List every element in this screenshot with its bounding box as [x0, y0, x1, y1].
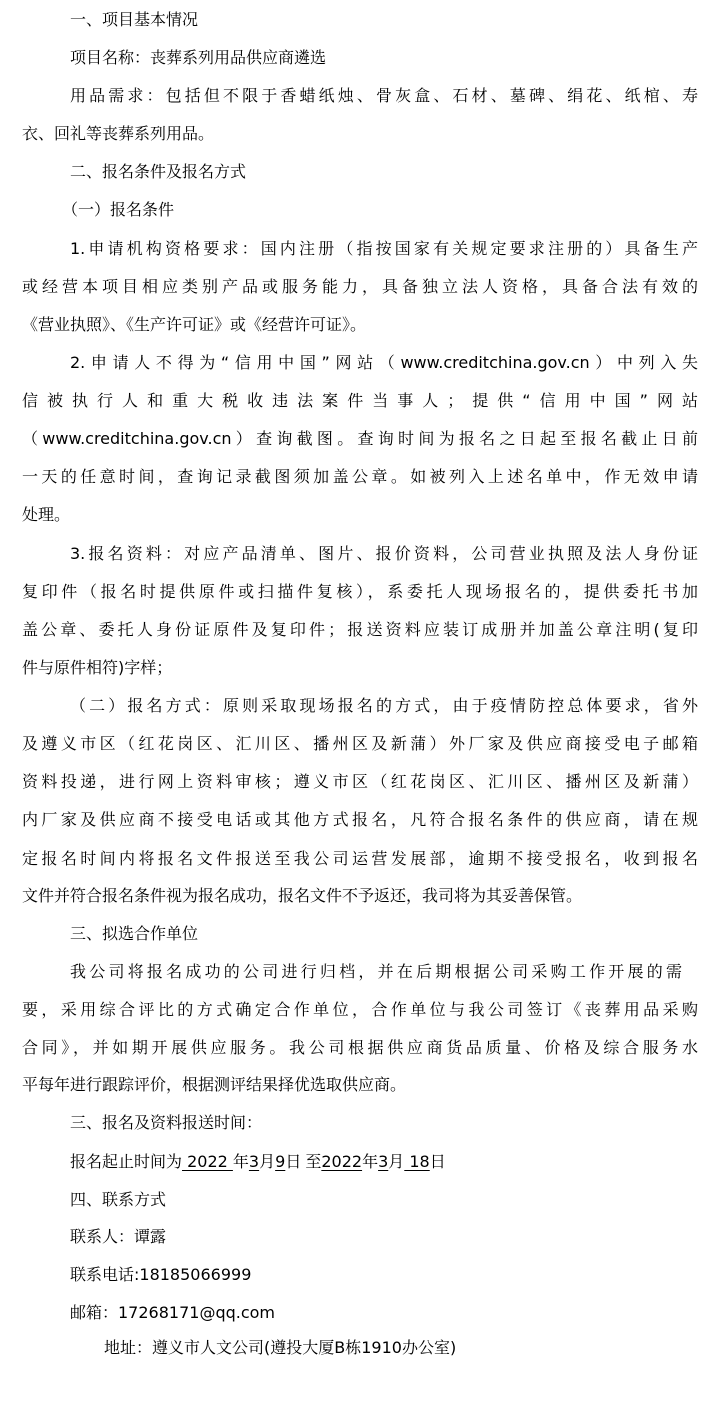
section-heading-timeline: 三、报名及资料报送时间： [70, 1113, 263, 1132]
partners-line-2: 要，采用综合评比的方式确定合作单位，合作单位与我公司签订《丧葬用品采购 [22, 1000, 698, 1019]
section-heading-registration: 二、报名条件及报名方式 [70, 162, 247, 181]
registration-method-line-3: 资料投递，进行网上资料审核；遵义市区（红花岗区、汇川区、播州区及新蒲） [22, 772, 698, 791]
contact-email: 邮箱：17268171@qq.com [70, 1303, 276, 1322]
section-heading-project-info: 一、项目基本情况 [70, 10, 199, 29]
year-char: 年 [232, 1152, 249, 1171]
end-year: 2022 [321, 1152, 363, 1171]
condition-1-line-2: 或经营本项目相应类别产品或服务能力，具备独立法人资格，具备合法有效的 [22, 277, 698, 296]
product-needs-line-2: 衣、回礼等丧葬系列用品。 [22, 124, 215, 143]
condition-1-line-3: 《营业执照》、《生产许可证》或《经营许可证》。 [22, 315, 367, 334]
registration-date-range [70, 1150, 446, 1174]
registration-method-line-2: 及遵义市区（红花岗区、汇川区、播州区及新蒲）外厂家及供应商接受电子邮箱 [22, 734, 698, 753]
condition-2-line-2: 信被执行人和重大税收违法案件当事人；提供“信用中国”网站 [22, 391, 698, 410]
date-to: 至 [305, 1152, 322, 1171]
registration-method-line-4: 内厂家及供应商不接受电话或其他方式报名，凡符合报名条件的供应商，请在规 [22, 810, 698, 829]
month-char: 月 [388, 1152, 405, 1171]
start-day: 9 [275, 1152, 286, 1171]
month-char: 月 [259, 1152, 276, 1171]
contact-person: 联系人：谭露 [70, 1227, 167, 1246]
product-needs-line-1: 用品需求：包括但不限于香蜡纸烛、骨灰盒、石材、墓碑、绢花、纸棺、寿 [70, 86, 698, 105]
partners-line-1: 我公司将报名成功的公司进行归档，并在后期根据公司采购工作开展的需 [70, 962, 682, 981]
date-prefix: 报名起止时间为 [70, 1152, 183, 1171]
condition-3-line-1: 3.报名资料：对应产品清单、图片、报价资料，公司营业执照及法人身份证 [70, 544, 698, 563]
start-month: 3 [248, 1152, 260, 1171]
condition-2-line-5: 处理。 [22, 505, 71, 524]
year-char: 年 [362, 1152, 379, 1171]
condition-1-line-1: 1.申请机构资格要求：国内注册（指按国家有关规定要求注册的）具备生产 [70, 239, 698, 258]
registration-method-line-6: 文件并符合报名条件视为报名成功，报名文件不予返还，我司将为其妥善保管。 [22, 886, 583, 905]
day-char: 日 [429, 1152, 446, 1171]
condition-3-line-2: 复印件（报名时提供原件或扫描件复核），系委托人现场报名的，提供委托书加 [22, 582, 698, 601]
condition-2-line-1: 2.申请人不得为“信用中国”网站（www.creditchina.gov.cn）中列入失 [70, 353, 698, 372]
registration-method-line-1: （二）报名方式：原则采取现场报名的方式，由于疫情防控总体要求，省外 [70, 696, 698, 715]
contact-address: 地址：遵义市人文公司(遵投大厦B栋1910办公室) [104, 1338, 457, 1357]
section-heading-contact: 四、联系方式 [70, 1190, 167, 1209]
condition-3-line-3: 盖公章、委托人身份证原件及复印件；报送资料应装订成册并加盖公章注明(复印 [22, 620, 698, 639]
contact-phone: 联系电话:18185066999 [70, 1265, 252, 1284]
partners-line-3: 合同》，并如期开展供应服务。我公司根据供应商货品质量、价格及综合服务水 [22, 1038, 698, 1057]
project-name: 项目名称：丧葬系列用品供应商遴选 [70, 48, 327, 67]
condition-2-line-4: 一天的任意时间，查询记录截图须加盖公章。如被列入上述名单中，作无效申请 [22, 467, 698, 486]
registration-method-line-5: 定报名时间内将报名文件报送至我公司运营发展部，逾期不接受报名，收到报名 [22, 849, 698, 868]
partners-line-4: 平每年进行跟踪评价，根据测评结果择优选取供应商。 [22, 1075, 407, 1094]
section-heading-partners: 三、拟选合作单位 [70, 924, 199, 943]
condition-3-line-4: 件与原件相符)字样； [22, 658, 173, 677]
condition-2-line-3: （www.creditchina.gov.cn）查询截图。查询时间为报名之日起至报名截止日前 [22, 429, 698, 448]
start-year: 2022 [182, 1152, 233, 1171]
subheading-registration-conditions: （一）报名条件 [62, 200, 175, 219]
end-month: 3 [378, 1152, 389, 1171]
day-char: 日 [285, 1152, 302, 1171]
end-day: 18 [404, 1152, 430, 1171]
